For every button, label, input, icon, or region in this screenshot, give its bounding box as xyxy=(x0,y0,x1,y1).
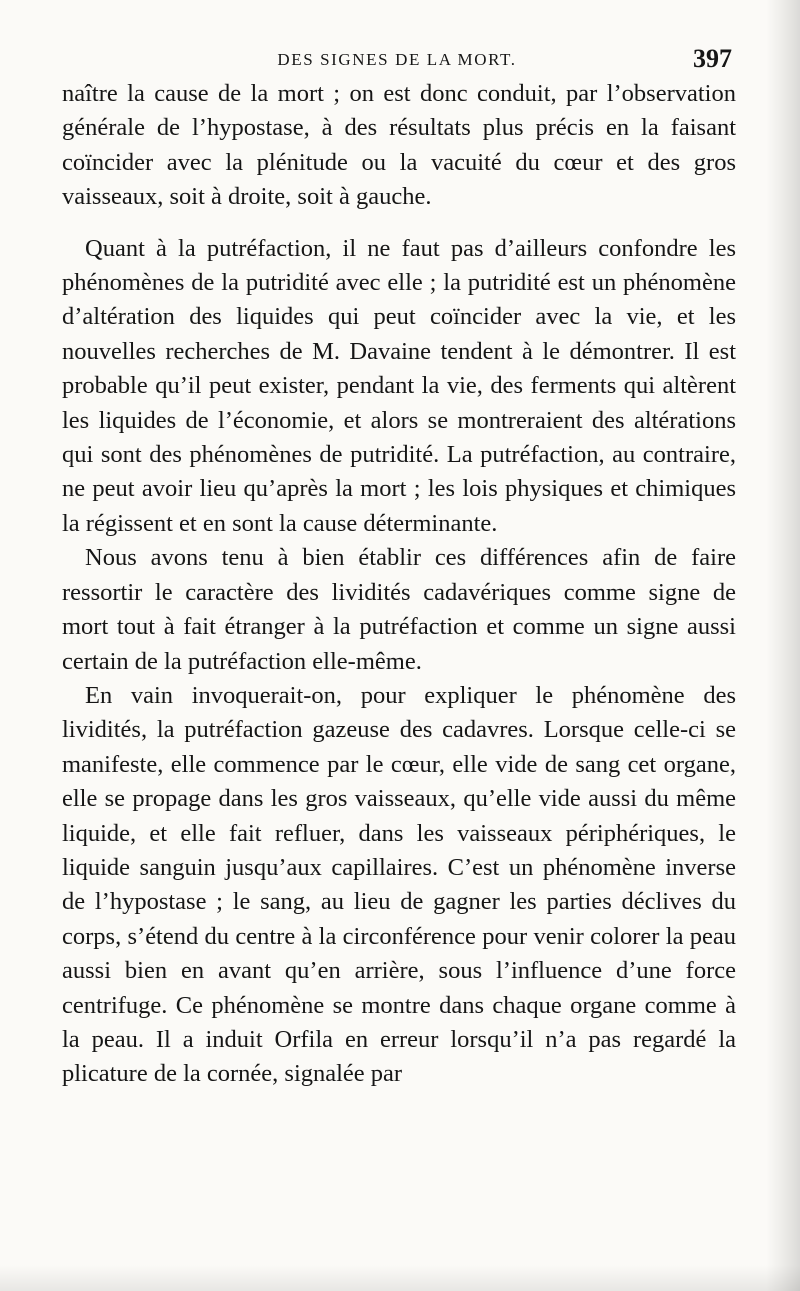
paragraph-putrefaction: Quant à la putréfaction, il ne faut pas d’ailleurs confondre les phénomènes de la putridité avec elle ; la putridité est un phénomène d’altération des liquides qui peut coïncider avec la vie, et les nouvelles recherches de M. Davaine tendent à le démontrer. Il est probable qu’il peut exister, pendant la vie, des ferments qui altèrent les liquides de l’économie, et alors se montreraient des altérations qui sont des phénomènes de putridité. La putréfaction, au contraire, ne peut avoir lieu qu’après la mort ; les lois physiques et chimiques la régissent et en sont la cause déterminante. xyxy=(62,234,736,537)
page-bottom-shadow xyxy=(0,1265,800,1291)
page-edge-shadow xyxy=(766,0,800,1291)
paragraph-lividities: En vain invoquerait-on, pour expliquer le phénomène des lividités, la putréfaction gazeuse des cadavres. Lorsque celle-ci se manifeste, elle commence par le cœur, elle vide de sang cet organe, elle se propage dans les gros vaisseaux, qu’elle vide aussi du même liquide, et elle fait refluer, dans les vaisseaux périphériques, le liquide sanguin jusqu’aux capillaires. C’est un phénomène inverse de l’hypostase ; le sang, au lieu de gagner les parties déclives du corps, s’étend du centre à la circonférence pour venir colorer la peau aussi bien en avant qu’en arrière, sous l’influence d’une force centrifuge. Ce phénomène se montre dans chaque organe comme à la peau. Il a induit Orfila en erreur lorsqu’il n’a pas regardé la plicature de la cornée, signalée par xyxy=(62,681,736,1088)
paragraph-continuation: naître la cause de la mort ; on est donc conduit, par l’observation générale de l’hypostase, à des résultats plus précis en la faisant coïncider avec la plénitude ou la vacuité du cœur et des gros vaisseaux, soit à droite, soit à gauche. xyxy=(62,80,736,211)
running-title: DES SIGNES DE LA MORT. xyxy=(277,50,517,69)
paragraph-differences: Nous avons tenu à bien établir ces différences afin de faire ressortir le caractère des lividités cadavériques comme signe de mort tout à fait étranger à la putréfaction et comme un signe aussi certain de la putréfaction elle-même. xyxy=(62,544,736,675)
page-number: 397 xyxy=(693,44,732,73)
page-header xyxy=(62,44,732,76)
body-text xyxy=(62,77,736,1092)
